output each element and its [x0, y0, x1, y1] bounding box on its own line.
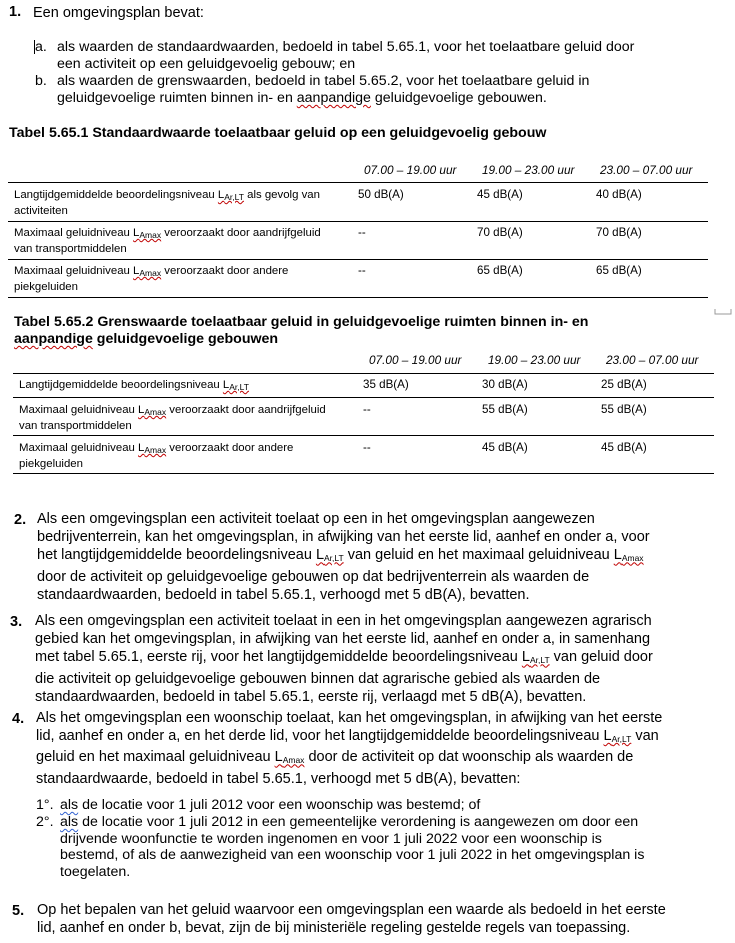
table-rule [13, 473, 714, 474]
item-number: 2. [14, 512, 27, 528]
list-label: a. [35, 39, 47, 55]
table-rule [13, 435, 714, 436]
list-item-text: een activiteit op een geluidgevoelig gebouw; en [57, 56, 356, 72]
row-label: Maximaal geluidniveau LAmax veroorzaakt door andere piekgeluiden [14, 265, 289, 293]
table-cell: 35 dB(A) [363, 378, 409, 391]
table-cell: -- [358, 264, 366, 277]
table-cell: 45 dB(A) [477, 188, 523, 201]
table-rule [8, 182, 708, 183]
list-item-text: als de locatie voor 1 juli 2012 in een gemeentelijke verordening is aangewezen om door een drijvende woonfunctie te worden ingenomen en voor 1 juli 2022 voor een woonschip is bestemd, of als de aanwezigheid van een woonschip voor 1 juli 2022 in het omgevingsplan is toegelaten. [60, 814, 645, 880]
column-header: 19.00 – 23.00 uur [488, 353, 581, 367]
row-label: Maximaal geluidniveau LAmax veroorzaakt door aandrijfgeluid van transportmiddelen [19, 404, 326, 432]
item-text: Als een omgevingsplan een activiteit toelaat in een in het omgevingsplan aangewezen agrarisch gebied kan het omgevingsplan, in afwijking van het eerste lid, aanhef en onder a, in samenhang met tabel 5.65.1, eerste rij, voor het langtijdgemiddelde beoordelingsniveau LAr,LT van geluid door die activiteit op geluidgevoelige gebouwen binnen dat agrarische gebied als waarden de standaardwaarden, bedoeld in tabel 5.65.1, eerste rij, verlaagd met 5 dB(A), bevatten. [35, 613, 653, 705]
list-item-text: als de locatie voor 1 juli 2012 voor een woonschip was bestemd; of [60, 797, 481, 813]
table-rule [8, 221, 708, 222]
table-cell: 25 dB(A) [601, 378, 647, 391]
table-cell: 55 dB(A) [482, 403, 528, 416]
table-rule [13, 373, 714, 374]
table-cell: 55 dB(A) [601, 403, 647, 416]
list-item-text: als waarden de standaardwaarden, bedoeld in tabel 5.65.1, voor het toelaatbare geluid door [57, 39, 635, 55]
row-label: Langtijdgemiddelde beoordelingsniveau LAr,LT [19, 379, 249, 392]
spelling-flag: aanpandige [296, 90, 371, 106]
table-cell: -- [358, 226, 366, 239]
list-label: b. [35, 73, 47, 89]
table-cell: 70 dB(A) [596, 226, 642, 239]
table-cell: 70 dB(A) [477, 226, 523, 239]
item-number: 3. [10, 614, 23, 630]
item-text: Op het bepalen van het geluid waarvoor een omgevingsplan een waarde als bedoeld in het eerste lid, aanhef en onder b, bevat, zijn de bij ministeriële regeling gestelde regels van toepassing. [37, 902, 666, 937]
table-rule [8, 259, 708, 260]
table-cell: 45 dB(A) [601, 441, 647, 454]
table-cell: 65 dB(A) [477, 264, 523, 277]
table-cell: 50 dB(A) [358, 188, 404, 201]
list-label: 1°. [36, 797, 54, 813]
table-cell: 45 dB(A) [482, 441, 528, 454]
table-cell: 40 dB(A) [596, 188, 642, 201]
item-number: 4. [12, 711, 25, 727]
column-header: 19.00 – 23.00 uur [482, 163, 575, 177]
list-item-text: geluidgevoelige ruimten binnen in- en aanpandige geluidgevoelige gebouwen. [57, 90, 547, 106]
list-item-text: als waarden de grenswaarden, bedoeld in tabel 5.65.2, voor het toelaatbare geluid in [57, 73, 590, 89]
column-header: 07.00 – 19.00 uur [369, 353, 462, 367]
item-number: 1. [9, 4, 22, 20]
grammar-flag: als [60, 797, 79, 813]
row-label: Maximaal geluidniveau LAmax veroorzaakt door aandrijfgeluid van transportmiddelen [14, 227, 321, 255]
table-title: Tabel 5.65.1 Standaardwaarde toelaatbaar geluid op een geluidgevoelig gebouw [9, 125, 547, 141]
column-header: 23.00 – 07.00 uur [606, 353, 699, 367]
item-text: Als het omgevingsplan een woonschip toelaat, kan het omgevingsplan, in afwijking van het eerste lid, aanhef en onder a, en het derde lid, voor het langtijdgemiddelde beoordelingsniveau LAr,LT van geluid en het maximaal geluidniveau LAmax door de activiteit op dat woonschip als waarden de standaardwaarde, bedoeld in tabel 5.65.1, verhoogd met 5 dB(A), bevatten: [36, 710, 663, 787]
list-label: 2°. [36, 814, 54, 830]
item-number: 5. [12, 903, 25, 919]
item-text: Als een omgevingsplan een activiteit toelaat op een in het omgevingsplan aangewezen bedrijventerrein, kan het omgevingsplan, in afwijking van het eerste lid, aanhef en onder a, voor het langtijdgemiddelde beoordelingsniveau LAr,LT van geluid en het maximaal geluidniveau LAmax door de activiteit op geluidgevoelige gebouwen op dat bedrijventerrein als waarden de standaardwaarden, bedoeld in tabel 5.65.1, verhoogd met 5 dB(A), bevatten. [37, 511, 650, 603]
column-header: 23.00 – 07.00 uur [600, 163, 693, 177]
table-cell: -- [363, 441, 371, 454]
table-cell: 65 dB(A) [596, 264, 642, 277]
table-rule [13, 397, 714, 398]
column-header: 07.00 – 19.00 uur [364, 163, 457, 177]
page-margin-mark [714, 308, 732, 316]
item-text: Een omgevingsplan bevat: [33, 5, 204, 21]
table-cell: 30 dB(A) [482, 378, 528, 391]
grammar-flag: als [60, 814, 79, 830]
table-title: aanpandige geluidgevoelige gebouwen [14, 331, 279, 347]
spelling-flag: aanpandige [14, 331, 93, 347]
row-label: Langtijdgemiddelde beoordelingsniveau LAr,LT als gevolg van activiteiten [14, 189, 320, 217]
row-label: Maximaal geluidniveau LAmax veroorzaakt door andere piekgeluiden [19, 442, 294, 470]
table-cell: -- [363, 403, 371, 416]
table-title: Tabel 5.65.2 Grenswaarde toelaatbaar geluid in geluidgevoelige ruimten binnen in- en [14, 314, 589, 330]
table-rule [8, 297, 708, 298]
